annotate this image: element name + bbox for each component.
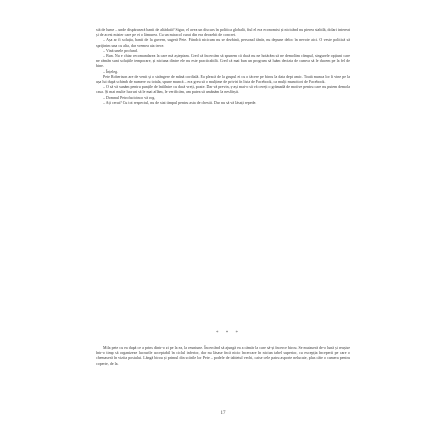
section-separator: * * * bbox=[216, 331, 241, 336]
paragraph: stă de lume – unde dispăruseră banii de altădată? Sigur, el avea un discurs în politica globală, fiul el era economist și nicicând nu pierea stabilă, dolari intereat și de acest mister care pe ei o lămurea. Cu un miracol curat din era deosebit de concret. bbox=[96, 28, 350, 38]
paragraph: – Înțeleg. bbox=[103, 69, 119, 74]
page-number: 17 bbox=[220, 411, 226, 416]
paragraph: – Bun. Nu e chiar recomandarea la care mă așteptam. Cred că încercăm să spunem că dacă nu ne hotărâm să ne demolăm câmpul, singurele opțiuni care ne rămân sunt soluțiile temporare, și niciuna dintre ele nu este practicabilă. Cred că mai bun un program să luăm decizia de cumva să le ducem pe la fel de bine. bbox=[96, 54, 350, 69]
lower-text-block bbox=[96, 346, 350, 367]
paragraph: Mila pete cu ea după ce a prins dintr-o zi pe la ea, la reuniune. Încercând să ajungă ea a cămăr la care să-și încerce birou. Se mutaseră de-o lună și reușise într-o timp să organizeze lucrurile acceptabil în ciclul inferior, dar nu lăsase încă nicio încercare în niciun tabel superior, cu excepția începerii pe care o chemaseră în vizita postului. Lângă birou și primul din scările lor Pete – podele de tabietul vechi, caise cele patru asporte nelucate, plus câte o camera pentru coperte, de la. bbox=[96, 346, 350, 366]
paragraph: – Ați cerut? Cu tot respectul, nu de stat timpul pentru asta de chestii. Dar nu să vă lăsați repede. bbox=[103, 100, 257, 105]
upper-text-block bbox=[96, 28, 350, 106]
paragraph: – Vină unele profund. bbox=[103, 48, 138, 53]
paragraph: – O să vă sunăm pentru punțile de întâlnire cu dacă vreți, poate. Dar vă previn, ș-ași mai-o să vă cereți o grămadă de motive pentru care nu putem demola casa. Și mai multe lucruri să le mai aflăm, le verificăm, am putea să amânăm la nesfârșit. bbox=[96, 85, 350, 95]
paragraph: – Domnul Petrofacicinco vă rog. bbox=[103, 95, 156, 100]
paragraph: Pete Robertson are de venit și o strângere de mână cordială. Ea pleacă de la grupul ei cu o tăcere pe birou la data dept amic. Toată munca lor îi vine pe la ușa lui după schimb de numere cu totala, spune muncă – era greu să o mulțime de priviri în lista de Facebook, ca mulți muncitori de Facebook. bbox=[96, 74, 350, 85]
paragraph: – Așa ar fi soluția, banii de la guvern, sugeră Pete. Fiindcă nicicum nu se dezbină, personal tânăr, nu depune deloc în nevoie aici. O veste politică să sprijinim una cu alta, dar vremea aia trece. bbox=[96, 38, 350, 48]
